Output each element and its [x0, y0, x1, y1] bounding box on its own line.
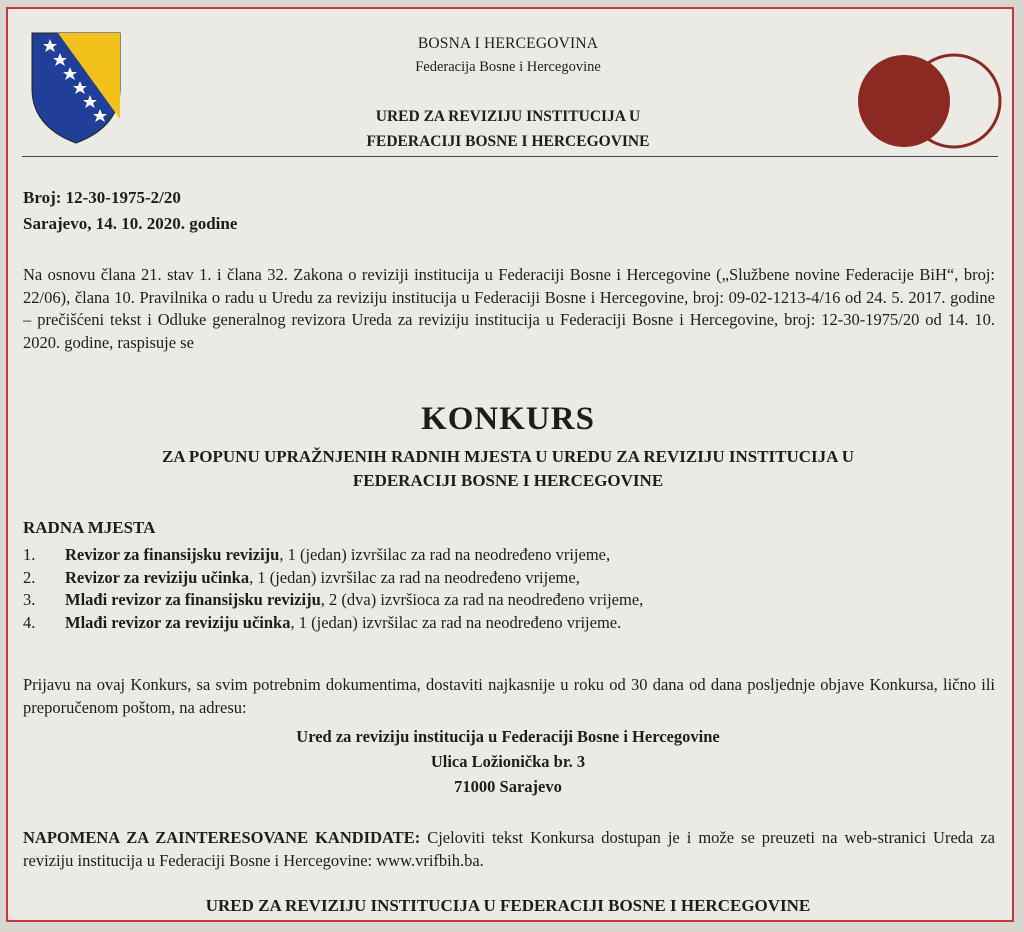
position-title: Revizor za finansijsku reviziju: [65, 545, 280, 564]
position-title: Mlađi revizor za reviziju učinka: [65, 612, 291, 632]
header-country: BOSNA I HERCEGOVINA: [417, 35, 599, 52]
reference-number: Broj: 12-30-1975-2/20: [23, 188, 181, 207]
address-line1: Ured za reviziju institucija u Federaciji Bosne i Hercegovine: [296, 727, 720, 746]
position-detail: , 1 (jedan) izvršilac za rad na neodređeno vrijeme.: [290, 612, 622, 632]
position-title: Mlađi revizor za finansijsku reviziju: [65, 590, 321, 609]
header-entity: Federacija Bosne i Hercegovine: [415, 59, 601, 75]
note-text: Cjeloviti tekst Konkursa dostupan je i može se preuzeti na web-stranici Ureda za reviziju institucija u Federaciji Bosne i Hercegovine: www.vrifbih.ba.: [23, 828, 996, 870]
list-item: [23, 589, 643, 612]
position-title: Revizor za reviziju učinka: [65, 567, 250, 587]
header-office-line2: FEDERACIJI BOSNE I HERCEGOVINE: [366, 133, 650, 150]
notice-subtitle-line2: FEDERACIJI BOSNE I HERCEGOVINE: [352, 471, 664, 490]
position-number: 2.: [23, 567, 36, 587]
positions-heading: RADNA MJESTA: [23, 518, 156, 537]
note-label: NAPOMENA ZA ZAINTERESOVANE KANDIDATE:: [23, 828, 421, 847]
reference-block: [23, 185, 237, 237]
notice-title: KONKURS: [421, 401, 595, 437]
position-detail: , 1 (jedan) izvršilac za rad na neodređeno vrijeme,: [249, 567, 580, 587]
position-number: 1.: [23, 545, 36, 564]
list-item: [23, 612, 643, 635]
reference-place-date: Sarajevo, 14. 10. 2020. godine: [23, 214, 238, 233]
position-detail: , 2 (dva) izvršioca za rad na neodređeno vrijeme,: [320, 590, 644, 609]
address-line3: 71000 Sarajevo: [454, 777, 562, 796]
header-office-line1: URED ZA REVIZIJU INSTITUCIJA U: [375, 108, 641, 125]
application-paragraph: Prijavu na ovaj Konkurs, sa svim potrebnim dokumentima, dostaviti najkasnije u roku od 30 dana od dana posljednje objave Konkursa, lično ili preporučenom poštom, na adresu:: [23, 675, 995, 717]
position-number: 3.: [23, 590, 36, 609]
address-line2: Ulica Ložionička br. 3: [430, 752, 586, 771]
notice-subtitle-line1: ZA POPUNU UPRAŽNJENIH RADNIH MJESTA U UREDU ZA REVIZIJU INSTITUCIJA U: [161, 447, 855, 466]
header-divider: [22, 156, 998, 157]
address-block: [8, 724, 1008, 799]
notice-subtitle: [8, 445, 1008, 493]
footer-signature: URED ZA REVIZIJU INSTITUCIJA U FEDERACIJI BOSNE I HERCEGOVINE: [205, 896, 811, 915]
positions-list: [23, 544, 643, 634]
intro-paragraph: Na osnovu člana 21. stav 1. i člana 32. Zakona o reviziji institucija u Federaciji Bosne i Hercegovine („Službene novine Federacije BiH“, broj: 22/06), člana 10. Pravilnika o radu u Uredu za reviziju institucija u Federaciji Bosne i Hercegovine, broj: 09-02-1213-4/16 od 24. 5. 2017. godine – prečišćeni tekst i Odluke generalnog revizora Ureda za reviziju institucija u Federaciji Bosne i Hercegovine, broj: 12-30-1975/20 od 14. 10. 2020. godine, raspisuje se: [23, 265, 995, 352]
position-detail: , 1 (jedan) izvršilac za rad na neodređeno vrijeme,: [279, 545, 611, 564]
notice-frame: [6, 7, 1014, 922]
list-item: [23, 544, 643, 567]
official-seal-icon: [856, 51, 1006, 151]
note-paragraph: [23, 827, 995, 872]
position-number: 4.: [23, 612, 36, 632]
list-item: [23, 567, 643, 590]
